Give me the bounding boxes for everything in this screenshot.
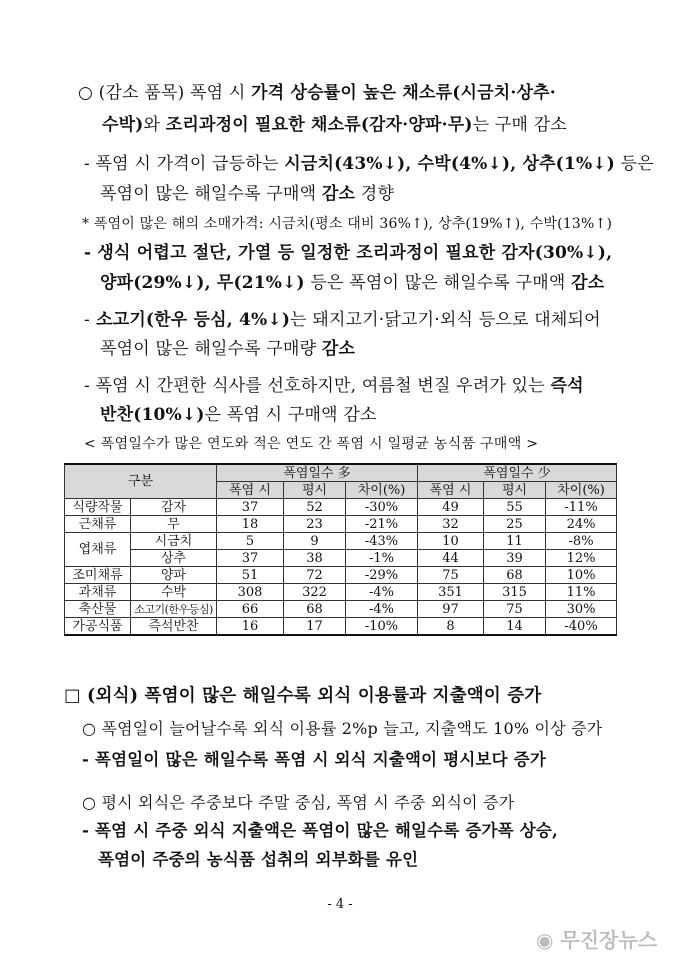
value-cell: -43% <box>346 533 418 550</box>
value-cell: 75 <box>484 601 546 618</box>
page-number: - 4 - <box>327 897 353 912</box>
value-cell: 66 <box>217 601 284 618</box>
subheader: 폭염 시 <box>418 482 484 499</box>
header-few-days: 폭염일수 少 <box>418 464 617 482</box>
bullet-line: ○ 평시 외식은 주중보다 주말 중심, 폭염 시 주중 외식이 증가 <box>82 793 515 812</box>
value-cell: 8 <box>418 618 484 636</box>
value-cell: -1% <box>346 550 418 567</box>
item-cell: 즉석반찬 <box>131 618 217 636</box>
table-row <box>65 618 617 636</box>
subheader: 평시 <box>484 482 546 499</box>
value-cell: 25 <box>484 516 546 533</box>
value-cell: 11 <box>484 533 546 550</box>
value-cell: 12% <box>546 550 617 567</box>
table-row <box>65 516 617 533</box>
item-cell: 상추 <box>131 550 217 567</box>
section-heading: □ (외식) 폭염이 많은 해일수록 외식 이용률과 지출액이 증가 <box>64 686 542 706</box>
dash-item: - 폭염 시 주중 외식 지출액은 폭염이 많은 해일수록 증가폭 상승, <box>82 821 558 840</box>
table-row <box>65 567 617 584</box>
value-cell: -8% <box>546 533 617 550</box>
value-cell: 322 <box>284 584 346 601</box>
subheader: 차이(%) <box>346 482 418 499</box>
watermark-logo <box>536 924 676 954</box>
item-cell: 무 <box>131 516 217 533</box>
table-row <box>65 584 617 601</box>
value-cell: 9 <box>284 533 346 550</box>
dash-item-cont: 폭염이 주중의 농식품 섭취의 외부화를 유인 <box>98 850 419 869</box>
value-cell: 315 <box>484 584 546 601</box>
value-cell: 75 <box>418 567 484 584</box>
value-cell: 68 <box>484 567 546 584</box>
item-cell: 수박 <box>131 584 217 601</box>
dash-item-1: - 폭염 시 가격이 급등하는 시금치(43%↓), 수박(4%↓), 상추(1%↓) 등은 <box>84 154 654 174</box>
value-cell: 351 <box>418 584 484 601</box>
category-cell: 조미채류 <box>65 567 131 584</box>
value-cell: 308 <box>217 584 284 601</box>
bullet-line-1: ○ (감소 품목) 폭염 시 가격 상승률이 높은 채소류(시금치·상추· <box>78 83 556 103</box>
value-cell: -10% <box>346 618 418 636</box>
circle-bullet: ○ <box>78 83 94 103</box>
value-cell: 24% <box>546 516 617 533</box>
table-row <box>65 601 617 618</box>
value-cell: 37 <box>217 550 284 567</box>
value-cell: 23 <box>284 516 346 533</box>
watermark-text: 무진장뉴스 <box>560 928 658 952</box>
category-cell: 식량작물 <box>65 499 131 516</box>
value-cell: -4% <box>346 601 418 618</box>
dash-item-3-cont: 폭염이 많은 해일수록 구매량 감소 <box>100 339 356 359</box>
value-cell: 16 <box>217 618 284 636</box>
bullet-line-2: 수박)와 조리과정이 필요한 채소류(감자·양파·무)는 구매 감소 <box>102 115 567 135</box>
dash-item-4-cont: 반찬(10%↓)은 폭염 시 구매액 감소 <box>100 405 377 425</box>
category-cell: 근채류 <box>65 516 131 533</box>
value-cell: 17 <box>284 618 346 636</box>
subheader: 평시 <box>284 482 346 499</box>
value-cell: 97 <box>418 601 484 618</box>
value-cell: -21% <box>346 516 418 533</box>
item-cell: 시금치 <box>131 533 217 550</box>
value-cell: 32 <box>418 516 484 533</box>
item-cell: 양파 <box>131 567 217 584</box>
dash-item-2-cont: 양파(29%↓), 무(21%↓) 등은 폭염이 많은 해일수록 구매액 감소 <box>100 273 605 293</box>
header-category: 구분 <box>65 464 217 499</box>
value-cell: 52 <box>284 499 346 516</box>
header-many-days: 폭염일수 多 <box>217 464 418 482</box>
value-cell: 68 <box>284 601 346 618</box>
table-row <box>65 533 617 550</box>
value-cell: 38 <box>284 550 346 567</box>
footnote: * 폭염이 많은 해의 소매가격: 시금치(평소 대비 36%↑), 상추(19%↑), 수박(13%↑) <box>82 216 613 232</box>
value-cell: 5 <box>217 533 284 550</box>
bullet-line: ○ 폭염일이 늘어날수록 외식 이용률 2%p 늘고, 지출액도 10% 이상 증가 <box>82 719 603 738</box>
value-cell: 14 <box>484 618 546 636</box>
value-cell: -30% <box>346 499 418 516</box>
value-cell: 11% <box>546 584 617 601</box>
value-cell: 49 <box>418 499 484 516</box>
item-cell: 소고기(한우등심) <box>131 601 217 618</box>
value-cell: -11% <box>546 499 617 516</box>
value-cell: 10 <box>418 533 484 550</box>
value-cell: 51 <box>217 567 284 584</box>
item-cell: 감자 <box>131 499 217 516</box>
category-cell: 엽채류 <box>65 533 131 567</box>
watermark-icon: ◉ <box>536 928 554 952</box>
category-cell: 축산물 <box>65 601 131 618</box>
table-caption: < 폭염일수가 많은 연도와 적은 연도 간 폭염 시 일평균 농식품 구매액 > <box>84 436 539 452</box>
dash-item-3: - 소고기(한우 등심, 4%↓)는 돼지고기·닭고기·외식 등으로 대체되어 <box>84 310 601 330</box>
value-cell: -4% <box>346 584 418 601</box>
value-cell: 72 <box>284 567 346 584</box>
table-row <box>65 499 617 516</box>
value-cell: 39 <box>484 550 546 567</box>
value-cell: -40% <box>546 618 617 636</box>
value-cell: 44 <box>418 550 484 567</box>
dash-item: - 폭염일이 많은 해일수록 폭염 시 외식 지출액이 평시보다 증가 <box>82 750 547 769</box>
purchase-table <box>64 463 617 636</box>
value-cell: 30% <box>546 601 617 618</box>
dash-item-1-cont: 폭염이 많은 해일수록 구매액 감소 경향 <box>100 184 394 204</box>
dash-item-2: - 생식 어렵고 절단, 가열 등 일정한 조리과정이 필요한 감자(30%↓), <box>84 243 613 263</box>
value-cell: -29% <box>346 567 418 584</box>
value-cell: 55 <box>484 499 546 516</box>
table-row <box>65 550 617 567</box>
value-cell: 18 <box>217 516 284 533</box>
value-cell: 10% <box>546 567 617 584</box>
value-cell: 37 <box>217 499 284 516</box>
dash-item-4: - 폭염 시 간편한 식사를 선호하지만, 여름철 변질 우려가 있는 즉석 <box>84 376 584 396</box>
subheader: 폭염 시 <box>217 482 284 499</box>
subheader: 차이(%) <box>546 482 617 499</box>
category-cell: 과채류 <box>65 584 131 601</box>
category-cell: 가공식품 <box>65 618 131 636</box>
